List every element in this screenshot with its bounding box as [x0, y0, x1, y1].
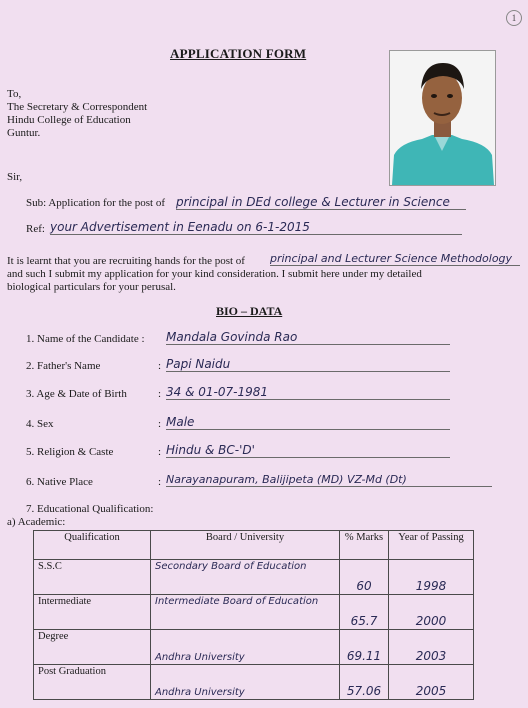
qualification-table — [33, 530, 474, 700]
table-row — [34, 595, 474, 630]
field-label-name: 1. Name of the Candidate : — [26, 333, 145, 345]
ref-value: your Advertisement in Eenadu on 6-1-2015 — [50, 220, 462, 235]
cell-qualification: Post Graduation — [34, 665, 151, 700]
bio-data-heading: BIO – DATA — [216, 304, 283, 318]
edu-subheading: a) Academic: — [7, 516, 66, 528]
cell-board: Intermediate Board of Education — [151, 595, 340, 630]
body-line-1: It is learnt that you are recruiting hands for the post of — [7, 255, 245, 267]
field-value-sex: Male — [166, 415, 450, 430]
cell-year: 2003 — [389, 630, 474, 665]
address-line-1: The Secretary & Correspondent — [7, 101, 148, 113]
field-value-name: Mandala Govinda Rao — [166, 330, 450, 345]
field-colon: : — [158, 446, 162, 458]
sub-value: principal in DEd college & Lecturer in Science — [176, 195, 466, 210]
form-title: APPLICATION FORM — [170, 46, 307, 61]
table-row — [34, 665, 474, 700]
field-colon: : — [158, 476, 162, 488]
field-label-native: 6. Native Place — [26, 476, 93, 488]
col-header-marks: % Marks — [340, 531, 389, 560]
body-line-2: and such I submit my application for your kind consideration. I submit here under my detailed — [7, 268, 422, 280]
cell-board: Secondary Board of Education — [151, 560, 340, 595]
sub-label: Sub: Application for the post of — [26, 197, 166, 209]
cell-year: 1998 — [389, 560, 474, 595]
cell-year: 2005 — [389, 665, 474, 700]
cell-marks: 65.7 — [340, 595, 389, 630]
cell-year: 2000 — [389, 595, 474, 630]
field-value-age: 34 & 01-07-1981 — [166, 385, 450, 400]
cell-marks: 69.11 — [340, 630, 389, 665]
address-line-3: Guntur. — [7, 127, 41, 139]
field-colon: : — [158, 388, 162, 400]
cell-marks: 57.06 — [340, 665, 389, 700]
table-row — [34, 560, 474, 595]
field-value-father: Papi Naidu — [166, 357, 450, 372]
body-line-1-handwritten: principal and Lecturer Science Methodology — [270, 252, 520, 266]
applicant-photo — [389, 50, 496, 186]
field-label-age: 3. Age & Date of Birth — [26, 388, 127, 400]
edu-heading: 7. Educational Qualification: — [26, 503, 154, 515]
ref-label: Ref: — [26, 223, 45, 235]
page-number-marker: 1 — [506, 10, 522, 26]
table-row — [34, 630, 474, 665]
field-label-father: 2. Father's Name — [26, 360, 101, 372]
cell-marks: 60 — [340, 560, 389, 595]
cell-qualification: Intermediate — [34, 595, 151, 630]
col-header-board: Board / University — [151, 531, 340, 560]
address-line-2: Hindu College of Education — [7, 114, 131, 126]
field-label-sex: 4. Sex — [26, 418, 54, 430]
cell-qualification: S.S.C — [34, 560, 151, 595]
field-colon: : — [158, 360, 162, 372]
body-line-3: biological particulars for your perusal. — [7, 281, 176, 293]
field-value-religion: Hindu & BC-'D' — [166, 443, 450, 458]
cell-board: Andhra University — [151, 630, 340, 665]
field-value-native: Narayanapuram, Balijipeta (MD) VZ-Md (Dt) — [166, 473, 492, 487]
field-label-religion: 5. Religion & Caste — [26, 446, 114, 458]
salutation: Sir, — [7, 171, 23, 183]
field-colon: : — [158, 418, 162, 430]
col-header-year: Year of Passing — [389, 531, 474, 560]
table-header-row — [34, 531, 474, 560]
cell-board: Andhra University — [151, 665, 340, 700]
cell-qualification: Degree — [34, 630, 151, 665]
col-header-qualification: Qualification — [34, 531, 151, 560]
address-to: To, — [7, 88, 22, 100]
